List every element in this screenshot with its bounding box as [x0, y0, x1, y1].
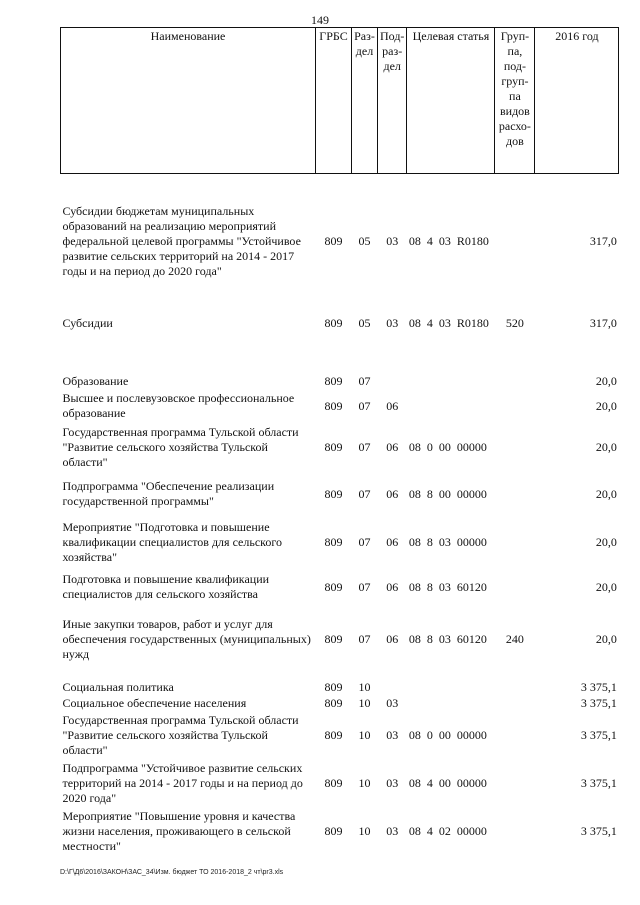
table-row: [61, 807, 619, 855]
row-target: 08 8 03 00000: [408, 534, 487, 549]
table-row: [61, 423, 619, 471]
row-group: [495, 695, 535, 711]
row-target: 08 8 03 60120: [408, 579, 487, 594]
row-subsection: [378, 671, 407, 695]
row-subsection: 06: [386, 631, 399, 646]
header-year: 2016 год: [535, 28, 619, 174]
row-grbs: 809: [324, 439, 343, 454]
page-number: 149: [311, 13, 329, 27]
row-grbs: 809: [324, 695, 343, 710]
row-subsection: 03: [386, 727, 399, 742]
row-section: 07: [358, 579, 371, 594]
row-name: Государственная программа Тульской области "Развитие сельского хозяйства Тульской области": [62, 424, 299, 469]
row-amount: 20,0: [595, 439, 617, 454]
row-section: 07: [358, 534, 371, 549]
row-subsection: 03: [386, 315, 399, 330]
row-subsection: 03: [386, 775, 399, 790]
row-subsection: 06: [386, 439, 399, 454]
row-amount: 20,0: [595, 579, 617, 594]
row-group: [495, 423, 535, 471]
row-name: Социальное обеспечение населения: [62, 695, 247, 710]
row-target: [407, 671, 495, 695]
row-amount: 317,0: [589, 233, 617, 248]
table-row: [61, 671, 619, 695]
row-grbs: 809: [324, 823, 343, 838]
row-name: Образование: [62, 374, 129, 388]
row-name: Социальная политика: [62, 680, 174, 694]
row-grbs: 809: [324, 398, 343, 413]
row-section: 05: [358, 315, 371, 330]
table-row: [61, 607, 619, 671]
row-target: [407, 695, 495, 711]
row-name: Субсидии: [62, 315, 113, 330]
row-section: 10: [358, 695, 371, 710]
row-target: 08 4 02 00000: [408, 823, 487, 838]
row-grbs: 809: [324, 631, 343, 646]
table-row: [61, 293, 619, 353]
row-section: 07: [358, 374, 371, 388]
row-grbs: 809: [324, 315, 343, 330]
table-row: [61, 759, 619, 807]
row-name: Высшее и послевузовское профессиональное образование: [62, 391, 295, 420]
header-row: [61, 28, 619, 174]
row-target: 08 4 03 R0180: [408, 315, 489, 330]
row-grbs: 809: [324, 579, 343, 594]
row-grbs: 809: [324, 233, 343, 248]
row-target: 08 8 00 00000: [408, 486, 487, 501]
row-group: [495, 711, 535, 759]
row-amount: 3 375,1: [580, 680, 617, 694]
header-group: Груп-па, под-груп-па видов расхо-дов: [495, 28, 535, 174]
row-group: 240: [505, 631, 524, 646]
row-grbs: 809: [324, 680, 343, 694]
row-name: Мероприятие "Подготовка и повышение квалификации специалистов для сельского хозяйства": [62, 519, 282, 564]
row-group: [495, 389, 535, 423]
table-row: [61, 567, 619, 607]
row-subsection: 06: [386, 534, 399, 549]
row-section: 07: [358, 439, 371, 454]
row-section: 10: [358, 680, 371, 694]
row-name: Подготовка и повышение квалификации специалистов для сельского хозяйства: [62, 572, 270, 601]
row-subsection: [378, 353, 407, 389]
row-grbs: 809: [324, 534, 343, 549]
row-group: [495, 807, 535, 855]
row-amount: 20,0: [595, 486, 617, 501]
row-target: [407, 389, 495, 423]
row-name: Субсидии бюджетам муниципальных образований на реализацию мероприятий федеральной целевой программы "Устойчивое развитие сельских территорий на 2014 - 2017 годы и на период до 2020 года": [62, 203, 301, 278]
row-section: 07: [358, 631, 371, 646]
row-section: 10: [358, 727, 371, 742]
row-target: 08 8 03 60120: [408, 631, 487, 646]
header-section: Раз-дел: [352, 28, 378, 174]
row-group: [495, 759, 535, 807]
row-group: 520: [505, 315, 524, 330]
row-name: Мероприятие "Повышение уровня и качества жизни населения, проживающего в сельской местности": [62, 808, 296, 853]
row-amount: 3 375,1: [580, 695, 617, 710]
row-group: [495, 189, 535, 293]
row-grbs: 809: [324, 486, 343, 501]
row-group: [495, 471, 535, 517]
row-amount: 20,0: [595, 374, 617, 388]
row-target: 08 4 03 R0180: [408, 233, 489, 248]
table-row: [61, 711, 619, 759]
row-amount: 20,0: [595, 398, 617, 413]
row-group: [495, 517, 535, 567]
table-row: [61, 353, 619, 389]
row-amount: 317,0: [589, 315, 617, 330]
row-subsection: 06: [386, 486, 399, 501]
row-grbs: 809: [324, 374, 343, 388]
row-amount: 3 375,1: [580, 823, 617, 838]
header-target: Целевая статья: [407, 28, 495, 174]
row-name: Подпрограмма "Обеспечение реализации государственной программы": [62, 479, 275, 508]
row-section: 07: [358, 398, 371, 413]
row-subsection: 06: [386, 398, 399, 413]
header-name: Наименование: [61, 28, 316, 174]
header-grbs: ГРБС: [316, 28, 352, 174]
table-row: [61, 695, 619, 711]
row-target: [407, 353, 495, 389]
row-subsection: 03: [386, 233, 399, 248]
row-group: [495, 671, 535, 695]
table-row: [61, 517, 619, 567]
row-name: Государственная программа Тульской области "Развитие сельского хозяйства Тульской области": [62, 712, 299, 757]
header-subsection: Под-раз-дел: [378, 28, 407, 174]
row-group: [495, 353, 535, 389]
row-section: 10: [358, 775, 371, 790]
file-path-footer: D:\Г\Д6\2016\ЗАКОН\ЗАС_34\Изм. бюджет ТО 2016-2018_2 чт\pr3.xls: [60, 869, 284, 876]
row-grbs: 809: [324, 775, 343, 790]
row-amount: 3 375,1: [580, 727, 617, 742]
row-name: Иные закупки товаров, работ и услуг для обеспечения государственных (муниципальных) нужд: [62, 616, 311, 661]
row-name: Подпрограмма "Устойчивое развитие сельских территорий на 2014 - 2017 годы и на период до 2020 года": [62, 760, 303, 805]
row-target: 08 0 00 00000: [408, 727, 487, 742]
table-row: [61, 389, 619, 423]
row-target: 08 4 00 00000: [408, 775, 487, 790]
row-target: 08 0 00 00000: [408, 439, 487, 454]
row-amount: 20,0: [595, 631, 617, 646]
row-section: 05: [358, 233, 371, 248]
row-subsection: 03: [386, 695, 399, 710]
row-subsection: 03: [386, 823, 399, 838]
row-section: 10: [358, 823, 371, 838]
table-row: [61, 189, 619, 293]
row-amount: 3 375,1: [580, 775, 617, 790]
row-group: [495, 567, 535, 607]
row-section: 07: [358, 486, 371, 501]
budget-table: [60, 27, 619, 855]
row-subsection: 06: [386, 579, 399, 594]
table-row: [61, 471, 619, 517]
row-amount: 20,0: [595, 534, 617, 549]
row-grbs: 809: [324, 727, 343, 742]
